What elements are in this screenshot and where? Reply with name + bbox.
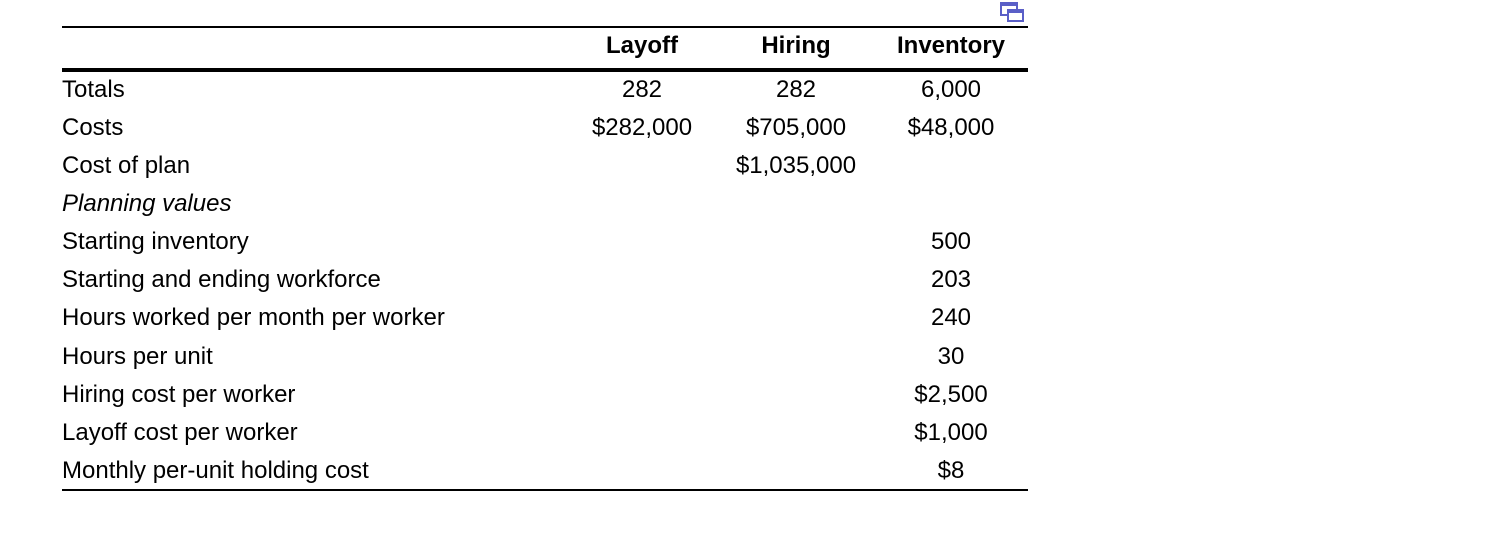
table-top-rule [62,26,1028,28]
cost-of-plan-value: $1,035,000 [735,152,857,179]
param-label-layoff-cost: Layoff cost per worker [62,419,298,446]
costs-inventory: $48,000 [907,114,995,141]
totals-hiring: 282 [775,76,817,103]
param-label-starting-inventory: Starting inventory [62,228,249,255]
header-hiring: Hiring [761,32,831,59]
header-layoff: Layoff [606,32,678,59]
totals-layoff: 282 [621,76,663,103]
table-bottom-rule [62,489,1028,491]
copy-window-icon[interactable] [999,1,1025,23]
param-label-hours-worked: Hours worked per month per worker [62,304,445,331]
param-value-hiring-cost: $2,500 [914,381,988,408]
row-label-costs: Costs [62,114,124,141]
header-rule [62,68,1028,72]
param-value-hours-worked: 240 [930,304,972,331]
row-label-totals: Totals [62,76,125,103]
planning-values-heading: Planning values [62,190,232,217]
param-value-holding-cost: $8 [937,457,965,484]
param-label-workforce: Starting and ending workforce [62,266,381,293]
param-label-hours-per-unit: Hours per unit [62,343,213,370]
costs-layoff: $282,000 [591,114,693,141]
row-label-cost-of-plan: Cost of plan [62,152,191,179]
param-value-starting-inventory: 500 [930,228,972,255]
costs-hiring: $705,000 [745,114,847,141]
totals-inventory: 6,000 [920,76,982,103]
param-label-holding-cost: Monthly per-unit holding cost [62,457,369,484]
param-value-layoff-cost: $1,000 [914,419,988,446]
param-value-workforce: 203 [930,266,972,293]
param-value-hours-per-unit: 30 [937,343,965,370]
param-label-hiring-cost: Hiring cost per worker [62,381,296,408]
header-inventory: Inventory [896,32,1006,59]
